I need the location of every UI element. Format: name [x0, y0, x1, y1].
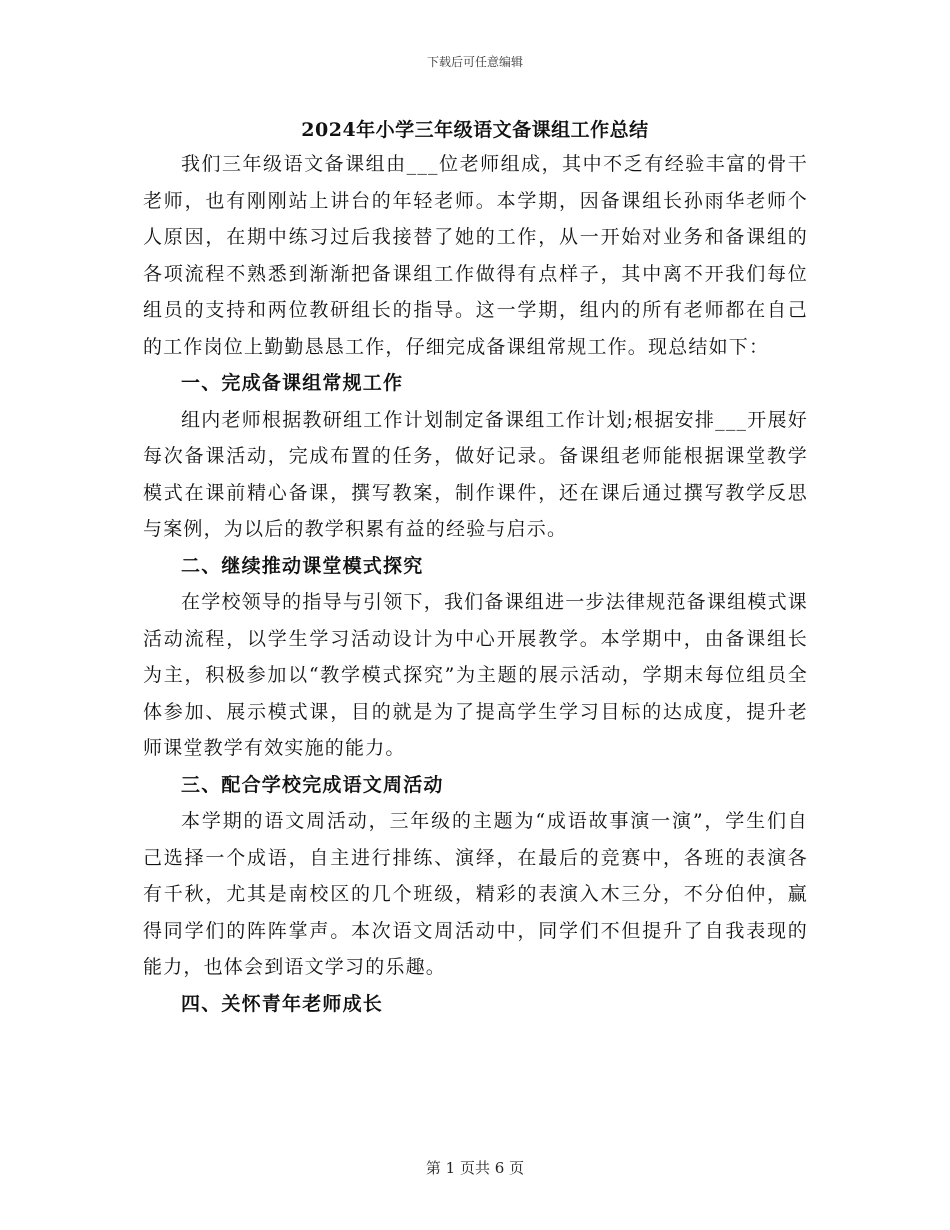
section-heading-2: 二、继续推动课堂模式探究: [181, 554, 424, 577]
page-header: 下载后可任意编辑: [426, 55, 523, 69]
section-body-2: 在学校领导的指导与引领下，我们备课组进一步法律规范备课组模式课活动流程，以学生学习活动设计为中心开展教学。本学期中，由备课组长为主，积极参加以“教学模式探究”为主题的展示活动，学期末每位组员全体参加、展示模式课，目的就是为了提高学生学习目标的达成度，提升老师课堂教学有效实施的能力。: [143, 591, 808, 759]
section-body-3: 本学期的语文周活动，三年级的主题为“成语故事演一演”，学生们自己选择一个成语，自主进行排练、演绎，在最后的竞赛中，各班的表演各有千秋，尤其是南校区的几个班级，精彩的表演入木三分，不分伯仲，赢得同学们的阵阵掌声。本次语文周活动中，同学们不但提升了自我表现的能力，也体会到语文学习的乐趣。: [143, 810, 808, 978]
section-body-1: 组内老师根据教研组工作计划制定备课组工作计划;根据安排___开展好每次备课活动，完成布置的任务，做好记录。备课组老师能根据课堂教学模式在课前精心备课，撰写教案，制作课件，还在课后通过撰写教学反思与案例，为以后的教学积累有益的经验与启示。: [143, 408, 808, 540]
intro-paragraph: 我们三年级语文备课组由___位老师组成，其中不乏有经验丰富的骨干老师，也有刚刚站上讲台的年轻老师。本学期，因备课组长孙雨华老师个人原因，在期中练习过后我接替了她的工作，从一开始对业务和备课组的各项流程不熟悉到渐渐把备课组工作做得有点样子，其中离不开我们每位组员的支持和两位教研组长的指导。这一学期，组内的所有老师都在自己的工作岗位上勤勤恳恳工作，仔细完成备课组常规工作。现总结如下：: [143, 153, 808, 358]
page-number: 第 1 页共 6 页: [425, 1159, 525, 1177]
document-title: 2024年小学三年级语文备课组工作总结: [301, 119, 649, 141]
section-heading-4: 四、关怀青年老师成长: [181, 992, 384, 1015]
section-heading-3: 三、配合学校完成语文周活动: [181, 773, 444, 796]
section-heading-1: 一、完成备课组常规工作: [181, 372, 404, 394]
document-body: [143, 146, 808, 1022]
